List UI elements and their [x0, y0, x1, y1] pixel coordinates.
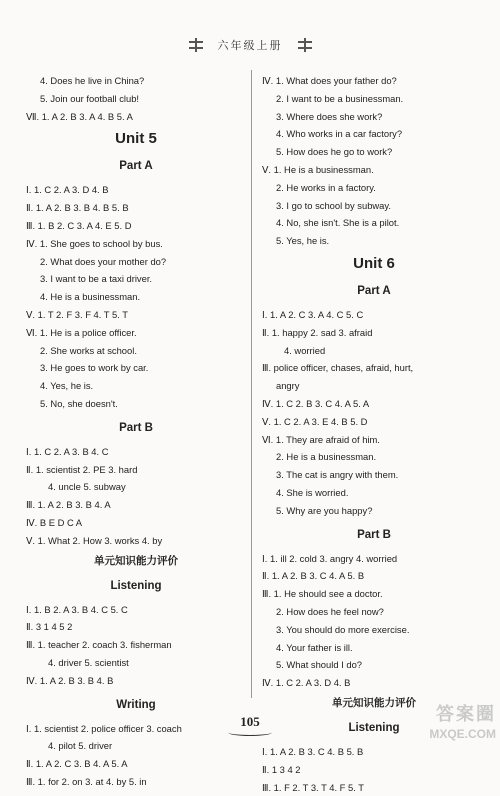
- unit-heading: Unit 6: [262, 252, 486, 276]
- answer-line: 4. Yes, he is.: [26, 377, 246, 395]
- part-heading: Part B: [262, 524, 486, 546]
- answer-line: Ⅵ. 1. They are afraid of him.: [262, 431, 486, 449]
- answer-line: Ⅰ. 1. B 2. A 3. B 4. C 5. C: [26, 601, 246, 619]
- answer-line: Ⅳ. 1. C 2. A 3. D 4. B: [262, 674, 486, 692]
- answer-line: 3. I go to school by subway.: [262, 197, 486, 215]
- answer-line: 4. Who works in a car factory?: [262, 125, 486, 143]
- answer-line: 4. pilot 5. driver: [26, 737, 246, 755]
- right-column: [262, 72, 486, 796]
- part-heading: Part B: [26, 417, 246, 439]
- answer-line: Ⅴ. 1. What 2. How 3. works 4. by: [26, 532, 246, 550]
- answer-line: Ⅱ. 1. A 2. B 3. C 4. A 5. B: [262, 567, 486, 585]
- evaluation-heading: 单元知识能力评价: [262, 693, 486, 713]
- answer-line: Ⅳ. B E D C A: [26, 514, 246, 532]
- answer-line: 5. No, she doesn't.: [26, 395, 246, 413]
- answer-line: Ⅱ. 1. happy 2. sad 3. afraid: [262, 324, 486, 342]
- unit-heading: Unit 5: [26, 127, 246, 151]
- answer-line: Ⅳ. 1. What does your father do?: [262, 72, 486, 90]
- answer-line: 3. He goes to work by car.: [26, 359, 246, 377]
- answer-line: 4. No, she isn't. She is a pilot.: [262, 214, 486, 232]
- answer-line: Ⅲ. 1. He should see a doctor.: [262, 585, 486, 603]
- answer-line: 4. Your father is ill.: [262, 639, 486, 657]
- evaluation-heading: 单元知识能力评价: [26, 551, 246, 571]
- answer-line: 4. She is worried.: [262, 484, 486, 502]
- answer-line: Ⅱ. 1. A 2. C 3. B 4. A 5. A: [26, 755, 246, 773]
- page-number-ornament: [228, 729, 272, 736]
- answer-line: Ⅰ. 1. C 2. A 3. B 4. C: [26, 443, 246, 461]
- answer-line: 3. Where does she work?: [262, 108, 486, 126]
- answer-line: 3. You should do more exercise.: [262, 621, 486, 639]
- answer-line: 5. What should I do?: [262, 656, 486, 674]
- watermark-text-top: 答案圈: [400, 704, 496, 724]
- answer-line: Ⅶ. 1. A 2. B 3. A 4. B 5. A: [26, 108, 246, 126]
- column-divider: [251, 70, 252, 698]
- answer-line: 2. What does your mother do?: [26, 253, 246, 271]
- answer-line: Ⅵ. 1. He is a police officer.: [26, 324, 246, 342]
- answer-line: Ⅱ. 3 1 4 5 2: [26, 618, 246, 636]
- answer-line: Ⅰ. 1. A 2. B 3. C 4. B 5. B: [262, 743, 486, 761]
- answer-line: Ⅱ. 1 3 4 2: [262, 761, 486, 779]
- part-heading: Part A: [262, 280, 486, 302]
- answer-line: Ⅰ. 1. C 2. A 3. D 4. B: [26, 181, 246, 199]
- watermark-text-bottom: MXQE.COM: [400, 724, 496, 744]
- section-heading: Listening: [26, 575, 246, 597]
- answer-line: 4. worried: [262, 342, 486, 360]
- answer-line: 2. She works at school.: [26, 342, 246, 360]
- answer-line: Ⅰ. 1. ill 2. cold 3. angry 4. worried: [262, 550, 486, 568]
- header-ornament-left-icon: [188, 38, 204, 52]
- answer-line: 3. I want to be a taxi driver.: [26, 270, 246, 288]
- answer-line: Ⅴ. 1. He is a businessman.: [262, 161, 486, 179]
- page-number: 105: [0, 714, 500, 730]
- answer-line: Ⅳ. 1. A 2. B 3. B 4. B: [26, 672, 246, 690]
- answer-line: 5. How does he go to work?: [262, 143, 486, 161]
- answer-line: Ⅴ. 1. T 2. F 3. F 4. T 5. T: [26, 306, 246, 324]
- answer-line: Ⅳ. 1. C 2. B 3. C 4. A 5. A: [262, 395, 486, 413]
- section-heading: Writing: [26, 694, 246, 716]
- answer-line: Ⅱ. 1. scientist 2. PE 3. hard: [26, 461, 246, 479]
- left-column: [26, 72, 246, 791]
- answer-line: Ⅱ. 1. A 2. B 3. B 4. B 5. B: [26, 199, 246, 217]
- part-heading: Part A: [26, 155, 246, 177]
- header-title: 六年级上册: [218, 37, 283, 53]
- answer-line: Ⅲ. 1. B 2. C 3. A 4. E 5. D: [26, 217, 246, 235]
- answer-line: 4. Does he live in China?: [26, 72, 246, 90]
- answer-line: 4. driver 5. scientist: [26, 654, 246, 672]
- answer-line: angry: [262, 377, 486, 395]
- answer-line: Ⅲ. police officer, chases, afraid, hurt,: [262, 359, 486, 377]
- answer-line: 2. He works in a factory.: [262, 179, 486, 197]
- section-heading: Listening: [262, 717, 486, 739]
- answer-line: Ⅲ. 1. teacher 2. coach 3. fisherman: [26, 636, 246, 654]
- answer-line: 5. Why are you happy?: [262, 502, 486, 520]
- header-ornament-right-icon: [297, 38, 313, 52]
- answer-line: Ⅲ. 1. A 2. B 3. B 4. A: [26, 496, 246, 514]
- answer-line: 5. Yes, he is.: [262, 232, 486, 250]
- watermark-logo: [400, 704, 496, 744]
- answer-line: Ⅳ. 1. She goes to school by bus.: [26, 235, 246, 253]
- answer-line: Ⅲ. 1. for 2. on 3. at 4. by 5. in: [26, 773, 246, 791]
- answer-line: 3. The cat is angry with them.: [262, 466, 486, 484]
- answer-line: Ⅲ. 1. F 2. T 3. T 4. F 5. T: [262, 779, 486, 796]
- answer-line: 5. Join our football club!: [26, 90, 246, 108]
- answer-line: 2. He is a businessman.: [262, 448, 486, 466]
- answer-line: 2. How does he feel now?: [262, 603, 486, 621]
- answer-line: Ⅰ. 1. scientist 2. police officer 3. coach: [26, 720, 246, 738]
- answer-line: 2. I want to be a businessman.: [262, 90, 486, 108]
- answer-line: 4. He is a businessman.: [26, 288, 246, 306]
- page-header: [0, 34, 500, 56]
- answer-line: Ⅰ. 1. A 2. C 3. A 4. C 5. C: [262, 306, 486, 324]
- answer-line: 4. uncle 5. subway: [26, 478, 246, 496]
- answer-line: Ⅴ. 1. C 2. A 3. E 4. B 5. D: [262, 413, 486, 431]
